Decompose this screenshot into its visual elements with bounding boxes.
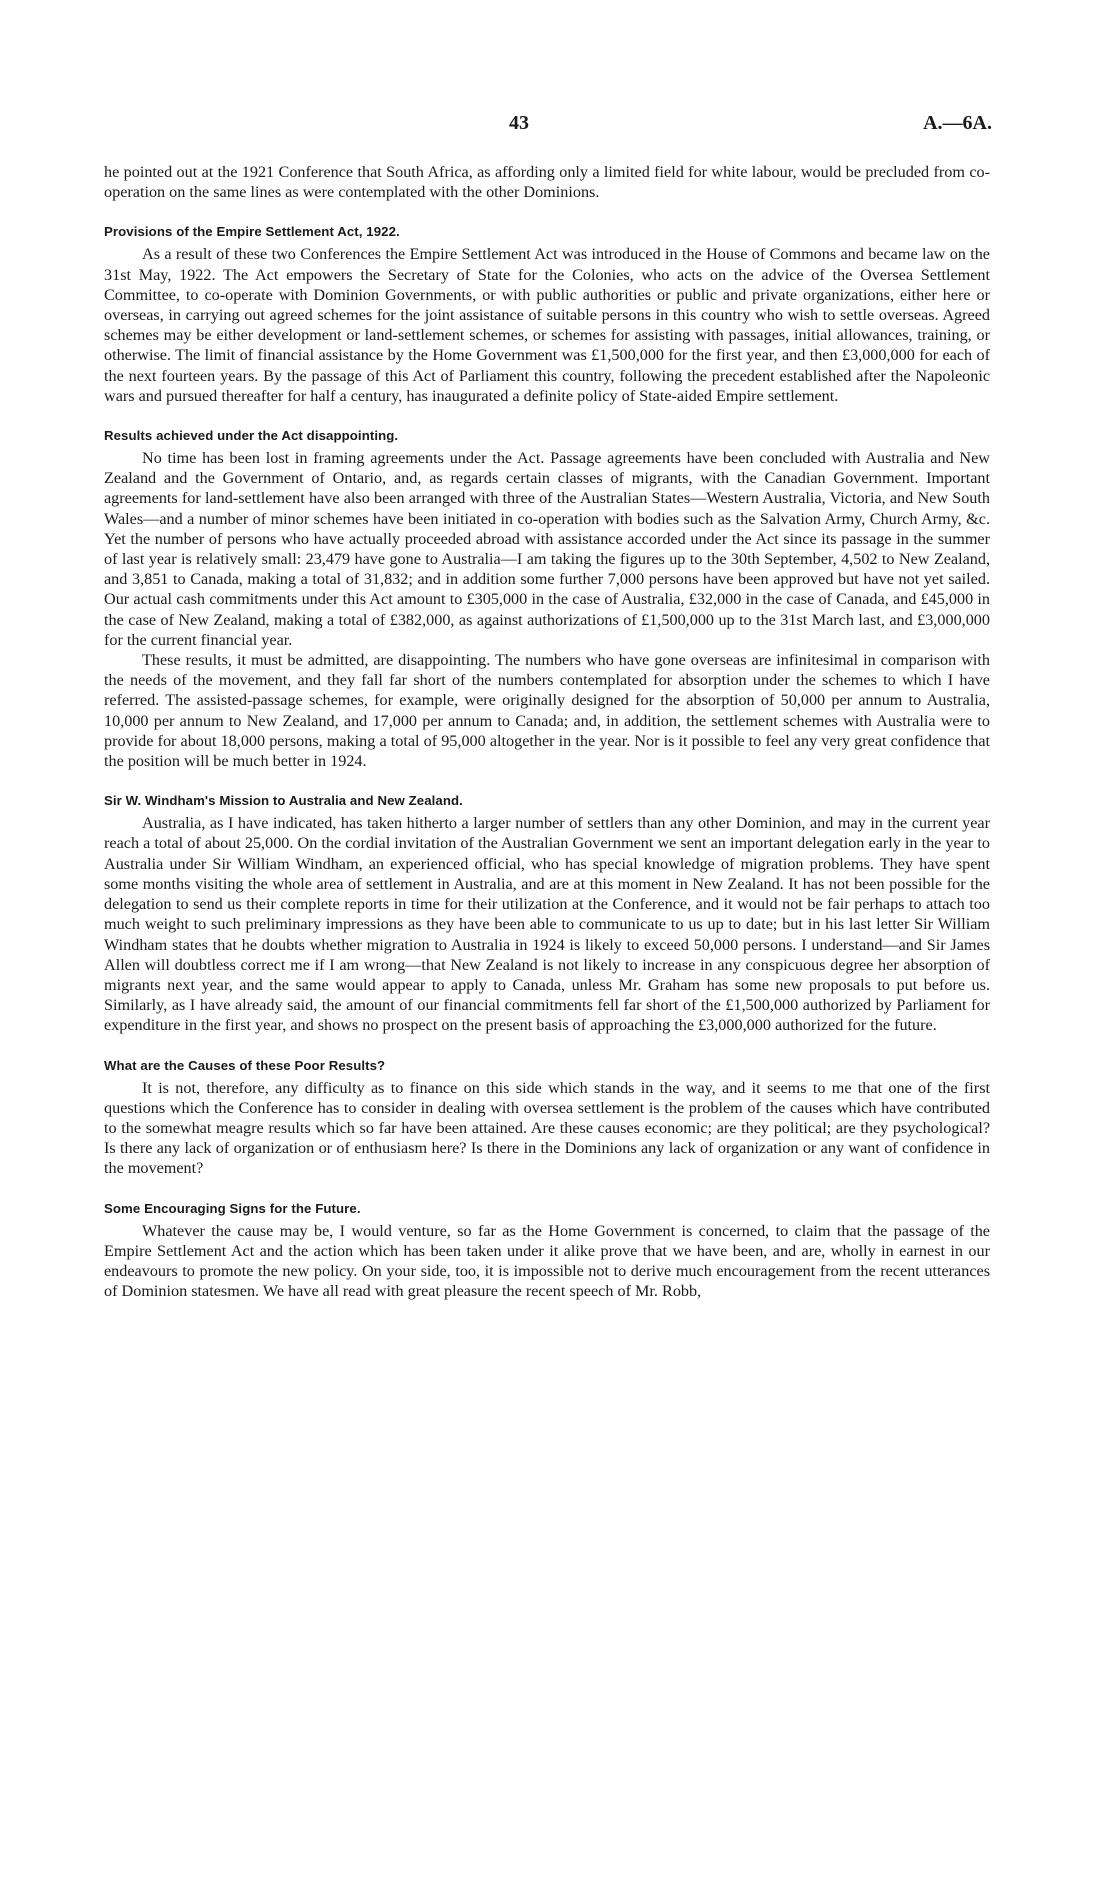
section-paragraph: Australia, as I have indicated, has taken hitherto a larger number of settlers than any other Dominion, and may in the current year reach a total of about 25,000. On the cordial invitation of the Australian Government we sent an important delegation early in the year to Australia under Sir William Windham, an experienced official, who has special knowledge of migration problems. They have spent some months visiting the whole area of settlement in Australia, and are at this moment in New Zealand. It has not been possible for the delegation to send us their complete reports in time for their utilization at the Conference, and it would not be fair perhaps to attach too much weight to such preliminary impressions as they have been able to communicate to us up to date; but in his last letter Sir William Windham states that he doubts whether migration to Australia in 1924 is likely to exceed 50,000 persons. I understand—and Sir James Allen will doubtless correct me if I am wrong—that New Zealand is not likely to increase in any conspicuous degree her absorption of migrants next year, and the same would appear to apply to Canada, unless Mr. Graham has some new proposals to put before us. Similarly, as I have already said, the amount of our financial commitments fell far short of the £1,500,000 authorized by Parliament for expenditure in the first year, and shows no prospect on the present basis of approaching the £3,000,000 authorized for the future. (104, 814, 990, 1035)
section-paragraph: These results, it must be admitted, are disappointing. The numbers who have gone overseas are infinitesimal in comparison with the needs of the movement, and they fall far short of the numbers contemplated for absorption under the schemes to which I have referred. The assisted-passage schemes, for example, were originally designed for the absorption of 50,000 per annum to Australia, 10,000 per annum to New Zealand, and 17,000 per annum to Canada; and, in addition, the settlement schemes with Australia were to provide for about 18,000 persons, making a total of 95,000 altogether in the year. Nor is it possible to feel any very great confidence that the position will be much better in 1924. (104, 651, 990, 771)
section-heading-encouraging-signs: Some Encouraging Signs for the Future. (104, 1200, 361, 1216)
intro-paragraph: he pointed out at the 1921 Conference that South Africa, as affording only a limited field for white labour, would be precluded from co-operation on the same lines as were contemplated with the other Dominions. (104, 163, 990, 202)
page-number: 43 (509, 112, 529, 134)
section-heading-provisions: Provisions of the Empire Settlement Act, 1922. (104, 224, 400, 240)
section-paragraph: It is not, therefore, any difficulty as to finance on this side which stands in the way, and it seems to me that one of the first questions which the Conference has to consider in dealing with oversea settlement is the problem of the causes which have contributed to the somewhat meagre results which so far have been attained. Are these causes economic; are they political; are they psychological? Is there any lack of organization or of enthusiasm here? Is there in the Dominions any lack of organization or any want of confidence in the movement? (104, 1078, 990, 1178)
section-heading-windham-mission: Sir W. Windham's Mission to Australia and New Zealand. (104, 793, 463, 809)
document-reference: A.—6A. (923, 112, 992, 134)
section-heading-results: Results achieved under the Act disappointing. (104, 428, 399, 444)
body-text (104, 162, 990, 1301)
section-paragraph: No time has been lost in framing agreements under the Act. Passage agreements have been concluded with Australia and New Zealand and the Government of Ontario, and, as regards certain classes of migrants, with the Canadian Government. Important agreements for land-settlement have also been arranged with three of the Australian States—Western Australia, Victoria, and New South Wales—and a number of minor schemes have been initiated in co-operation with bodies such as the Salvation Army, Church Army, &c. Yet the number of persons who have actually proceeded abroad with assistance accorded under the Act since its passage in the summer of last year is relatively small: 23,479 have gone to Australia—I am taking the figures up to the 30th September, 4,502 to New Zealand, and 3,851 to Canada, making a total of 31,832; and in addition some further 7,000 persons have been approved but have not yet sailed. Our actual cash commitments under this Act amount to £305,000 in the case of Australia, £32,000 in the case of Canada, and £45,000 in the case of New Zealand, making a total of £382,000, as against authorizations of £1,500,000 up to the 31st March last, and £3,000,000 for the current financial year. (104, 449, 990, 649)
page-header (0, 112, 1114, 142)
section-paragraph: Whatever the cause may be, I would venture, so far as the Home Government is concerned, to claim that the passage of the Empire Settlement Act and the action which has been taken under it alike prove that we have been, and are, wholly in earnest in our endeavours to promote the new policy. On your side, too, it is impossible not to derive much encouragement from the recent utterances of Dominion statesmen. We have all read with great pleasure the recent speech of Mr. Robb, (104, 1221, 990, 1301)
section-paragraph: As a result of these two Conferences the Empire Settlement Act was introduced in the House of Commons and became law on the 31st May, 1922. The Act empowers the Secretary of State for the Colonies, who acts on the advice of the Oversea Settlement Committee, to co-operate with Dominion Governments, or with public authorities or public and private organizations, either here or overseas, in carrying out agreed schemes for the joint assistance of suitable persons in this country who wish to settle overseas. Agreed schemes may be either development or land-settlement schemes, or schemes for assisting with passages, initial allowances, training, or otherwise. The limit of financial assistance by the Home Government was £1,500,000 for the first year, and then £3,000,000 for each of the next fourteen years. By the passage of this Act of Parliament this country, following the precedent established after the Napoleonic wars and pursued thereafter for half a century, has inaugurated a definite policy of State-aided Empire settlement. (104, 245, 990, 405)
section-heading-causes: What are the Causes of these Poor Results? (104, 1057, 386, 1073)
